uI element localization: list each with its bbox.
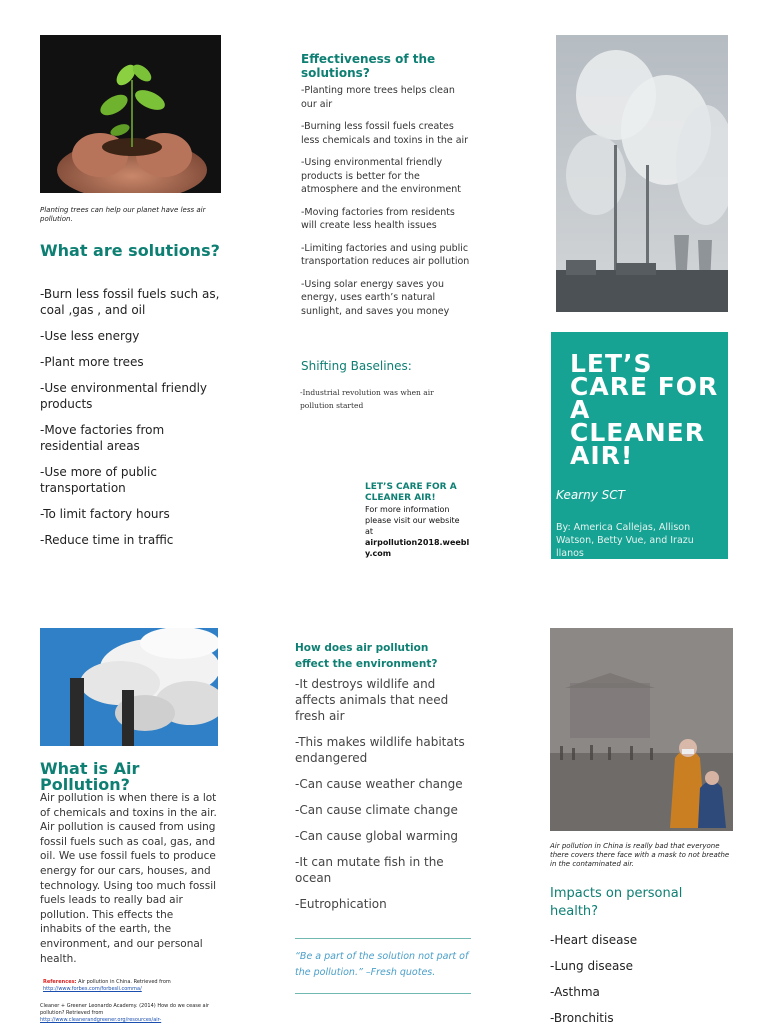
list-item: -Limiting factories and using public transportation reduces air pollution <box>301 242 470 267</box>
website-link[interactable]: airpollution2018.weebly.com <box>365 538 470 558</box>
list-item: -Reduce time in traffic <box>40 533 174 547</box>
reference-1-link[interactable]: http://www.forbes.com/forbesli.comma/ <box>43 986 142 992</box>
list-item: -Lung disease <box>550 959 634 973</box>
list-item: -It destroys wildlife and affects animals that need fresh air <box>295 677 449 723</box>
list-item: -Plant more trees <box>40 355 144 369</box>
effectiveness-heading: Effectiveness of the solutions? <box>301 52 436 80</box>
list-item: -Can cause weather change <box>295 777 463 791</box>
shifting-baselines-text: -Industrial revolution was when air pollution started <box>300 388 434 410</box>
smokestacks-photo <box>556 35 728 312</box>
school-name: Kearny SCT <box>556 488 625 502</box>
reference-2-link[interactable]: http://www.cleanerandgreener.org/resources/air- <box>40 1017 162 1023</box>
list-item: -Planting more trees helps clean our air <box>301 85 455 110</box>
solutions-heading: What are solutions? <box>40 241 220 260</box>
list-item: -To limit factory hours <box>40 507 170 521</box>
promo-title: LET’S CARE FOR A CLEANER AIR! <box>365 482 457 503</box>
list-item: -Heart disease <box>550 933 638 947</box>
list-item: -Bronchitis <box>550 1011 614 1024</box>
list-item: -Burning less fossil fuels creates less chemicals and toxins in the air <box>301 121 469 146</box>
shifting-baselines-heading: Shifting Baselines: <box>301 359 412 373</box>
reference-1 <box>43 979 218 993</box>
divider <box>295 993 471 994</box>
list-item: -Use environmental friendly products <box>40 381 208 411</box>
smoke-chimneys-photo <box>40 628 218 746</box>
health-impacts-list <box>550 932 730 1024</box>
what-is-air-pollution-heading: What is Air Pollution? <box>40 759 140 794</box>
photo-caption: Planting trees can help our planet have less air pollution. <box>40 206 206 223</box>
reference-2 <box>40 1003 218 1024</box>
list-item: -Using environmental friendly products is better for the atmosphere and the environment <box>301 157 462 195</box>
health-impacts-heading: Impacts on personal health? <box>550 886 683 919</box>
list-item: -Asthma <box>550 985 600 999</box>
list-item: -Use less energy <box>40 329 140 343</box>
photo-caption: Air pollution in China is really bad that everyone there covers there face with a mask to not breathe in the contaminated air. <box>550 842 730 868</box>
references-label: References: <box>43 979 77 985</box>
divider <box>295 938 471 939</box>
promo-text: For more information please visit our website at <box>365 505 460 536</box>
cover-panel <box>551 332 728 559</box>
environment-effects-list <box>295 676 470 922</box>
list-item: -Use more of public transportation <box>40 465 157 495</box>
seedling-in-hands-photo <box>40 35 221 193</box>
solutions-list <box>40 286 225 558</box>
cover-title: LET’S CARE FOR A CLEANER AIR! <box>570 349 719 470</box>
air-pollution-description: Air pollution is when there is a lot of chemicals and toxins in the air. Air pollution is caused from using fossil fuels such as coal, gas, and oil. We use fossil fuels to produce energy for our cars, houses, and technology. Using too much fossil fuels leads to really bad air pollution. This effects the inhabits of the earth, the environment, and our personal health. <box>40 792 217 965</box>
list-item: -Can cause global warming <box>295 829 459 843</box>
list-item: -Burn less fossil fuels such as, coal ,gas , and oil <box>40 287 220 317</box>
list-item: -Moving factories from residents will create less health issues <box>301 206 455 231</box>
list-item: -It can mutate fish in the ocean <box>295 855 444 885</box>
china-smog-photo <box>550 628 733 831</box>
list-item: -Move factories from residential areas <box>40 423 165 453</box>
list-item: -Using solar energy saves you energy, uses earth’s natural sunlight, and saves you money <box>301 278 450 317</box>
effectiveness-list <box>301 84 471 327</box>
reference-2-text: Cleaner + Greener Leonardo Academy. (2014) How do we cease air pollution? Retrieved from <box>40 1003 210 1016</box>
environment-effects-heading: How does air pollution effect the environment? <box>295 642 438 670</box>
list-item: -Eutrophication <box>295 897 387 911</box>
reference-1-text: Air pollution in China. Retrieved from <box>78 979 171 985</box>
quote: “Be a part of the solution not part of the pollution.” –Fresh quotes. <box>295 951 469 978</box>
authors: By: America Callejas, Allison Watson, Betty Vue, and Irazu llanos <box>556 522 694 558</box>
list-item: -Can cause climate change <box>295 803 458 817</box>
list-item: -This makes wildlife habitats endangered <box>295 735 465 765</box>
